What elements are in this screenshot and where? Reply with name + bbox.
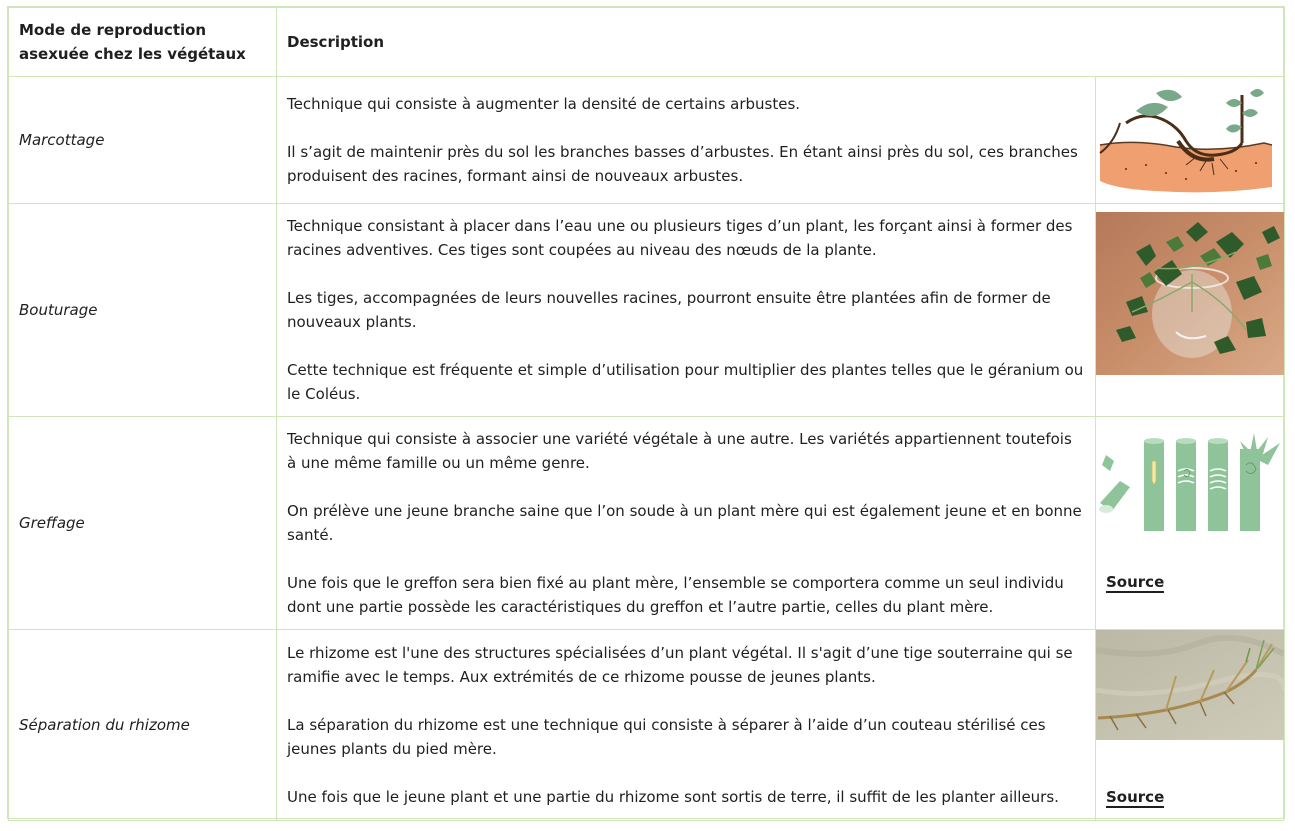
description-cell — [277, 417, 1096, 630]
header-mode: Mode de reproduction asexuée chez les végétaux — [9, 8, 277, 77]
mode-cell: Séparation du rhizome — [9, 630, 277, 821]
rhizome-photo — [1096, 630, 1284, 740]
table-row — [9, 77, 1284, 204]
mode-cell: Greffage — [9, 417, 277, 630]
description-paragraph: Une fois que le greffon sera bien fixé au plant mère, l’ensemble se comportera comme un seul individu dont une partie possède les caractéristiques du greffon et l’autre partie, celles du plant mère. — [287, 574, 1064, 616]
mode-cell: Bouturage — [9, 204, 277, 417]
description-paragraph: Technique qui consiste à associer une variété végétale à une autre. Les variétés appartiennent toutefois à une même famille ou un même genre. — [287, 430, 1072, 472]
source-link[interactable]: Source — [1106, 788, 1165, 806]
description-paragraph: La séparation du rhizome est une technique qui consiste à séparer à l’aide d’un couteau stérilisé ces jeunes plants du pied mère. — [287, 716, 1046, 758]
image-cell — [1096, 204, 1284, 417]
description-paragraph: Technique qui consiste à augmenter la densité de certains arbustes. — [287, 95, 801, 113]
description-cell — [277, 77, 1096, 204]
description-cell — [277, 630, 1096, 821]
description-paragraph: Cette technique est fréquente et simple d’utilisation pour multiplier des plantes telles que le géranium ou le Coléus. — [287, 361, 1084, 403]
image-cell — [1096, 77, 1284, 204]
source-link[interactable]: Source — [1106, 573, 1165, 591]
table-row — [9, 630, 1284, 821]
layering-illustration — [1096, 83, 1284, 195]
description-paragraph: Les tiges, accompagnées de leurs nouvelles racines, pourront ensuite être plantées afin de former de nouveaux plants. — [287, 289, 1051, 331]
description-paragraph: Technique consistant à placer dans l’eau une ou plusieurs tiges d’un plant, les forçant ainsi à former des racines adventives. Ces tiges sont coupées au niveau des nœuds de la plante. — [287, 217, 1073, 259]
grafting-diagram — [1096, 431, 1284, 535]
image-cell — [1096, 630, 1284, 821]
description-paragraph: Le rhizome est l'une des structures spécialisées d’un plant végétal. Il s'agit d’une tige souterraine qui se ramifie avec le temps. Aux extrémités de ce rhizome pousse de jeunes plants. — [287, 644, 1073, 686]
mode-cell: Marcottage — [9, 77, 277, 204]
image-cell — [1096, 417, 1284, 630]
description-paragraph: On prélève une jeune branche saine que l’on soude à un plant mère qui est également jeune et en bonne santé. — [287, 502, 1082, 544]
cutting-in-water-photo — [1096, 212, 1284, 375]
reproduction-table — [7, 6, 1285, 819]
table-row — [9, 204, 1284, 417]
table-row — [9, 417, 1284, 630]
header-description: Description — [277, 8, 1284, 77]
description-cell — [277, 204, 1096, 417]
table-header-row — [9, 8, 1284, 77]
description-paragraph: Une fois que le jeune plant et une partie du rhizome sont sortis de terre, il suffit de les planter ailleurs. — [287, 788, 1059, 806]
description-paragraph: Il s’agit de maintenir près du sol les branches basses d’arbustes. En étant ainsi près du sol, ces branches produisent des racines, formant ainsi de nouveaux arbustes. — [287, 143, 1078, 185]
